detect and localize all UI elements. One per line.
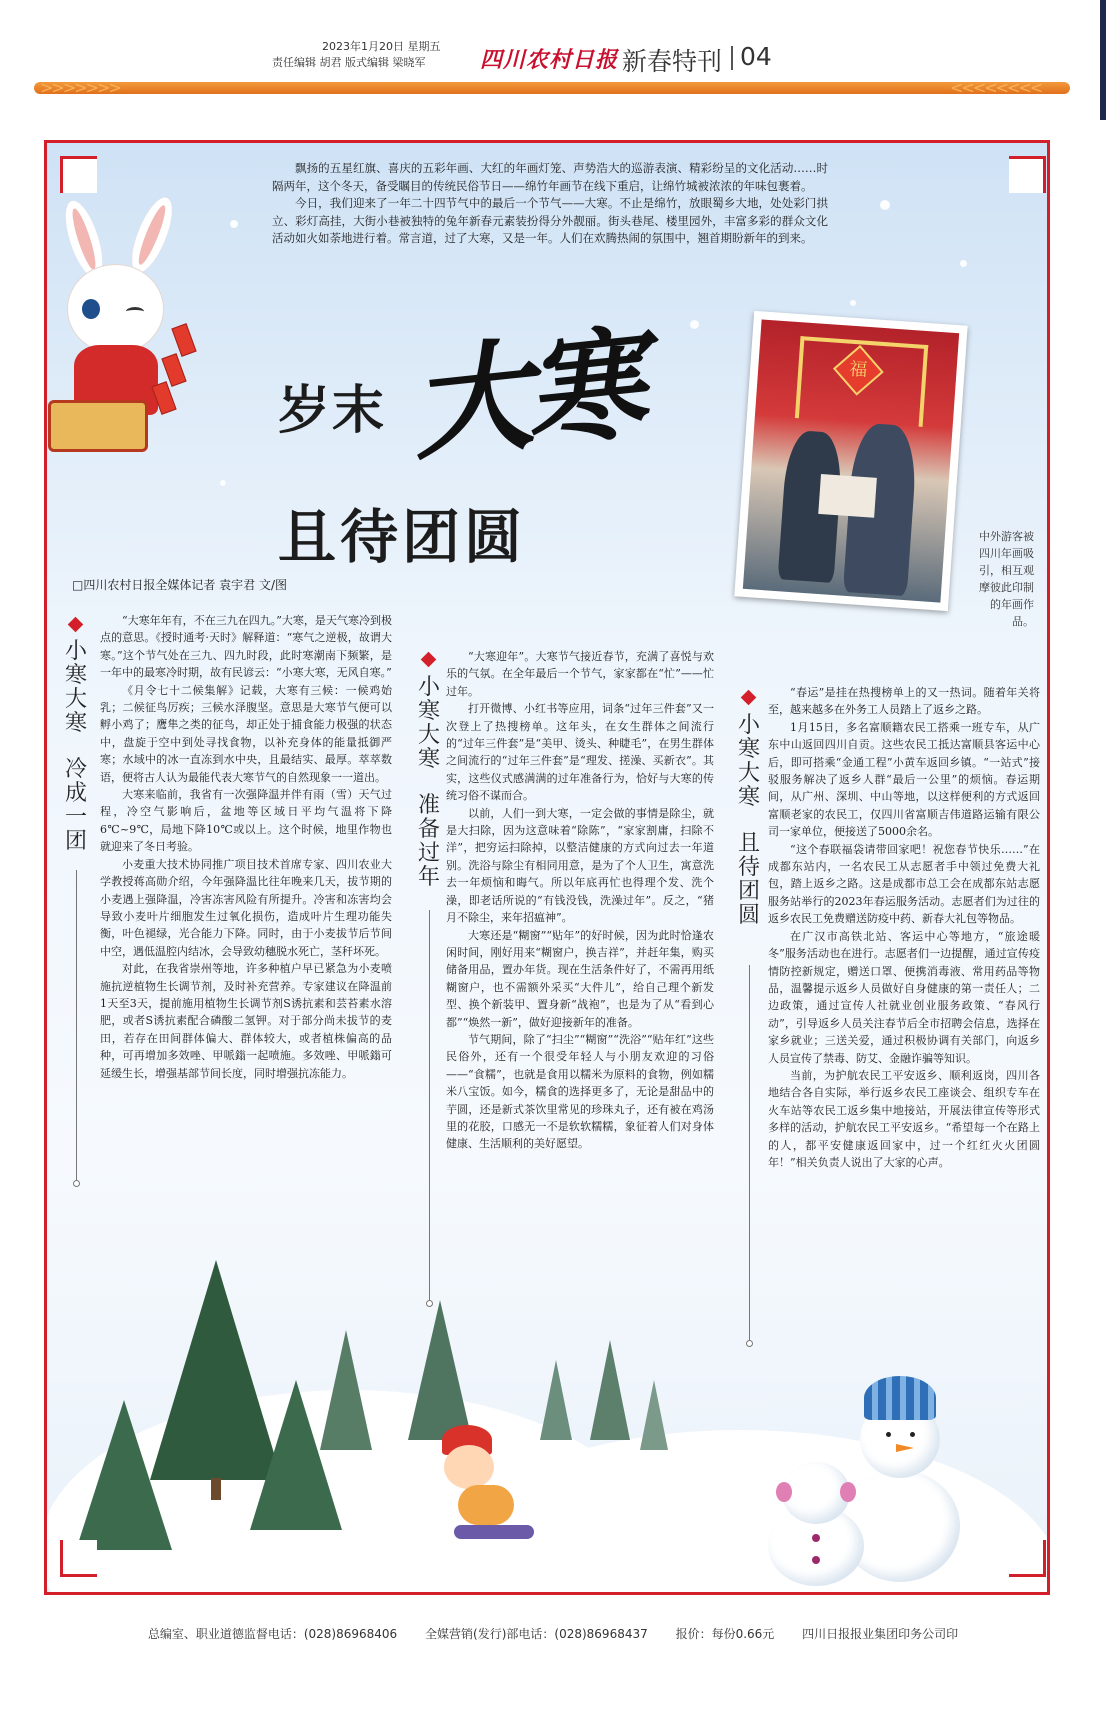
body-paragraph: 《月令七十二候集解》记载，大寒有三候：一候鸡始乳；二候征鸟厉疾；三候水泽腹坚。意思是大寒节气便可以孵小鸡了；鹰隼之类的征鸟，却正处于捕食能力极强的状态中，盘旋于空中到处寻找食物，以补充身体的能量抵御严寒；水域中的冰一直冻到水中央，且最结实、最厚。萃萃数语，便将古人认为最能代表大寒节气的自然现象一一道出。 [100, 683, 392, 784]
frame-corner [1009, 156, 1046, 193]
section-name: 新春特刊 [622, 47, 723, 76]
intro-lead [272, 160, 828, 248]
headline-part-b: 且待团圆 [278, 503, 527, 571]
footer-printer: 四川日报报业集团印务公司印 [802, 1627, 959, 1641]
section-heading-line: 小寒大寒 [737, 713, 760, 810]
ribbon-chevrons-left: >>>>>>> [40, 78, 120, 97]
column-rule [749, 965, 750, 1340]
body-paragraph: “大寒年年有，不在三九在四九。”大寒，是天气寒冷到极点的意思。《授时通考·天时》解释道：“寒气之逆极，故谓大寒。”这个节气处在三九、四九时段，此时寒潮南下频繁，是一年中的最寒冷时期，故有民谚云：“小寒大寒，无风自寒。” [100, 614, 392, 680]
masthead-ribbon [34, 82, 1070, 94]
footer-hotline: 总编室、职业道德监督电话：(028)86968406 [147, 1627, 398, 1641]
new-year-photo [734, 311, 967, 611]
headline-part-a: 岁末 [278, 381, 387, 441]
viewer-edge [1100, 0, 1106, 120]
section-body [768, 684, 1040, 1171]
section-heading-line: 冷成一团 [64, 757, 87, 854]
frame-corner [1009, 1540, 1046, 1577]
issue-date: 2023年1月20日 星期五 [322, 40, 441, 53]
body-paragraph: 小麦重大技术协同推广项目技术首席专家、四川农业大学教授蒋高勋介绍，今年强降温比往年晚来几天，拔节期的小麦遇上强降温，冷害冻害风险有所提升。冷害和冻害均会导致小麦叶片细胞发生过氧化损伤，造成叶片生理功能失衡，叶色褪绿，光合能力下降。同时，由于小麦拔节后节间中空，遇低温腔内结冰，会导致幼穗脱水死亡，茎秆坏死。 [100, 857, 392, 958]
section-body [100, 612, 392, 1082]
photo-caption: 中外游客被四川年画吸引，相互观摩彼此印制的年画作品。 [979, 530, 1034, 628]
frame-corner [60, 156, 97, 193]
footer-price: 报价：每份0.66元 [675, 1627, 775, 1641]
body-paragraph: 大寒还是“糊窗”“贴年”的好时候，因为此时恰逢农闲时间，刚好用来“糊窗户，换吉祥”，并赶年集，购买储备用品，置办年货。现在生活条件好了，不需再用纸糊窗户，也不需额外采买“大件儿”，给自己理个新发型、换个新装甲、置身新“战袍”，也是为了从“看到心都”“焕然一新”，做好迎接新年的准备。 [446, 928, 714, 1029]
section-heading [64, 640, 88, 854]
intro-paragraph: 飘扬的五星红旗、喜庆的五彩年画、大红的年画灯笼、声势浩大的巡游表演、精彩纷呈的文化活动……时隔两年，这个冬天，备受瞩目的传统民俗节日——绵竹年画节在线下重启，让绵竹城被浓浓的年味包裹着。 [272, 161, 828, 193]
byline: □四川农村日报全媒体记者 袁宇君 文/图 [72, 578, 288, 592]
page-number: 04 [740, 42, 772, 71]
body-paragraph: 对此，在我省崇州等地，许多种植户早已紧急为小麦喷施抗逆植物生长调节剂，及时补充营养。专家建议在降温前1天至3天，提前施用植物生长调节剂S诱抗素和芸苔素水溶肥，或者S诱抗素配合磷酸二氢钾。对于部分尚未拔节的麦田，若存在田间群体偏大、群体较大，或者植株偏高的品种，可再增加多效唑、甲哌鎓一起喷施。多效唑、甲哌鎓可延缓生长，增强基部节间长度，同时增强抗冻能力。 [100, 962, 392, 1080]
masthead-divider [731, 46, 733, 70]
body-paragraph: 在广汉市高铁北站、客运中心等地方，“旅途暖冬”服务活动也在进行。志愿者们一边提醒，通过宣传疫情防控新规定，赠送口罩、便携消毒液、常用药品等物品，温馨提示返乡人员做好自身健康的第一责任人；二边政策，通过宣传人社就业创业服务政策、“春风行动”，引导返乡人员关注春节后全市招聘会信息，选择在家乡就业；三送关爱，通过积极协调有关部门，向返乡人员宣传了禁毒、防艾、金融诈骗等知识。 [768, 929, 1040, 1065]
newspaper-logo: 四川农村日报 [480, 47, 619, 73]
ribbon-chevrons-right: <<<<<<<< [950, 78, 1042, 97]
body-paragraph: 打开微博、小红书等应用，词条“过年三件套”又一次登上了热搜榜单。这年头，在女生群体之间流行的“过年三件套”是“美甲、烫头、种睫毛”，在男生群体之间流行的“过年三件套”是“理发、搓澡、买新衣”。其实，这些仪式感满满的过年准备行为，恰好与大寒的传统习俗不谋而合。 [446, 702, 714, 803]
photo-image [743, 319, 959, 602]
column-rule-end [746, 1340, 753, 1347]
body-paragraph: 节气期间，除了“扫尘”“糊窗”“洗浴”“贴年红”这些民俗外，还有一个很受年轻人与小朋友欢迎的习俗——“食糯”，也就是食用以糯米为原料的食物，例如糯米八宝饭。如今，糯食的选择更多了，无论是甜品中的芋圆，还是新式茶饮里常见的珍珠丸子，还有被在鸡汤里的花胶，口感无一不是软软糯糯，象征着人们对身体健康、生活顺利的美好愿望。 [446, 1032, 714, 1151]
intro-paragraph: 今日，我们迎来了一年二十四节气中的最后一个节气——大寒。不止是绵竹，放眼蜀乡大地，处处彩门拱立、彩灯高挂，大街小巷被独特的兔年新春元素装扮得分外靓丽。街头巷尾、楼里园外，丰富多彩的群众文化活动如火如荼地进行着。常言道，过了大寒，又是一年。人们在欢腾热闹的氛围中，翘首期盼新年的到来。 [272, 196, 828, 245]
section-heading-line: 小寒大寒 [64, 639, 87, 736]
body-paragraph: 大寒来临前，我省有一次强降温并伴有雨（雪）天气过程，冷空气影响后，盆地等区域日平均气温将下降6℃~9℃，局地下降10℃或以上。这个时候，地里作物也就迎来了冬日考验。 [100, 788, 392, 854]
section-body [446, 648, 714, 1153]
body-paragraph: 1月15日，多名富顺籍农民工搭乘一班专车，从广东中山返回四川自贡。这些农民工抵达富顺县客运中心后，即可搭乘“金通工程”小黄车返回乡镇。“一站式”接驳服务解决了返乡人群“最后一公里”的烦恼。春运期间，从广州、深圳、中山等地，以这样便利的方式返回富顺老家的农民工，仅四川省富顺吉伟道路运输有限公司一家单位，便接送了5000余名。 [768, 720, 1040, 839]
frame-corner [60, 1540, 97, 1577]
masthead [0, 0, 1106, 110]
body-paragraph: 以前，人们一到大寒，一定会做的事情是除尘，就是大扫除，因为这意味着“除陈”，“家家割庸，扫除不洋”，把穷运扫除掉，以整洁健康的方式向过去一年道别。洗浴与除尘有相同用意，是为了个人卫生，寓意洗去一年烦恼和晦气。所以年底再忙也得理个发、洗个澡，即老话所说的“有钱没钱，洗澡过年”。反之，“猪月不除尘，来年招瘟神”。 [446, 806, 714, 925]
section-heading [417, 676, 441, 890]
section-heading-line: 准备过年 [417, 793, 440, 890]
body-paragraph: 当前，为护航农民工平安返乡、顺利返岗，四川各地结合各自实际，举行返乡农民工座谈会、组织专车在火车站等农民工返乡集中地接站，开展法律宣传等形式多样的活动，护航农民工平安返乡。“希望每一个在路上的人，都平安健康返回家中，过一个红红火火团圆年！”相关负责人说出了大家的心声。 [768, 1068, 1040, 1169]
column-rule-end [426, 1300, 433, 1307]
body-paragraph: “春运”是挂在热搜榜单上的又一热词。随着年关将至，越来越多在外务工人员踏上了返乡之路。 [768, 686, 1040, 717]
editors-credit: 责任编辑 胡君 版式编辑 梁晓军 [272, 56, 426, 69]
headline-calligraphy: 大寒 [404, 313, 646, 478]
footer-distribution: 全媒营销(发行)部电话：(028)86968437 [425, 1627, 648, 1641]
page-footer [0, 1625, 1106, 1642]
photo-poster [818, 474, 877, 518]
section-heading-line: 小寒大寒 [417, 675, 440, 772]
section-heading-line: 且待团圆 [737, 831, 760, 928]
fu-sign: 福 [833, 345, 884, 396]
section-heading [737, 714, 761, 928]
column-rule [429, 910, 430, 1300]
body-paragraph: “这个春联福袋请带回家吧！祝您春节快乐……”在成都东站内，一名农民工从志愿者手中领过免费大礼包，踏上返乡之路。这是成都市总工会在成都东站志愿服务站举行的2023年春运服务活动。志愿者们为过往的返乡农民工免费赠送防疫中药、新春大礼包等物品。 [768, 842, 1040, 926]
column-rule [76, 870, 77, 1180]
body-paragraph: “大寒迎年”。大寒节气接近春节，充满了喜悦与欢乐的气氛。在全年最后一个节气，家家都在“忙”——忙过年。 [446, 650, 714, 698]
column-rule-end [73, 1180, 80, 1187]
